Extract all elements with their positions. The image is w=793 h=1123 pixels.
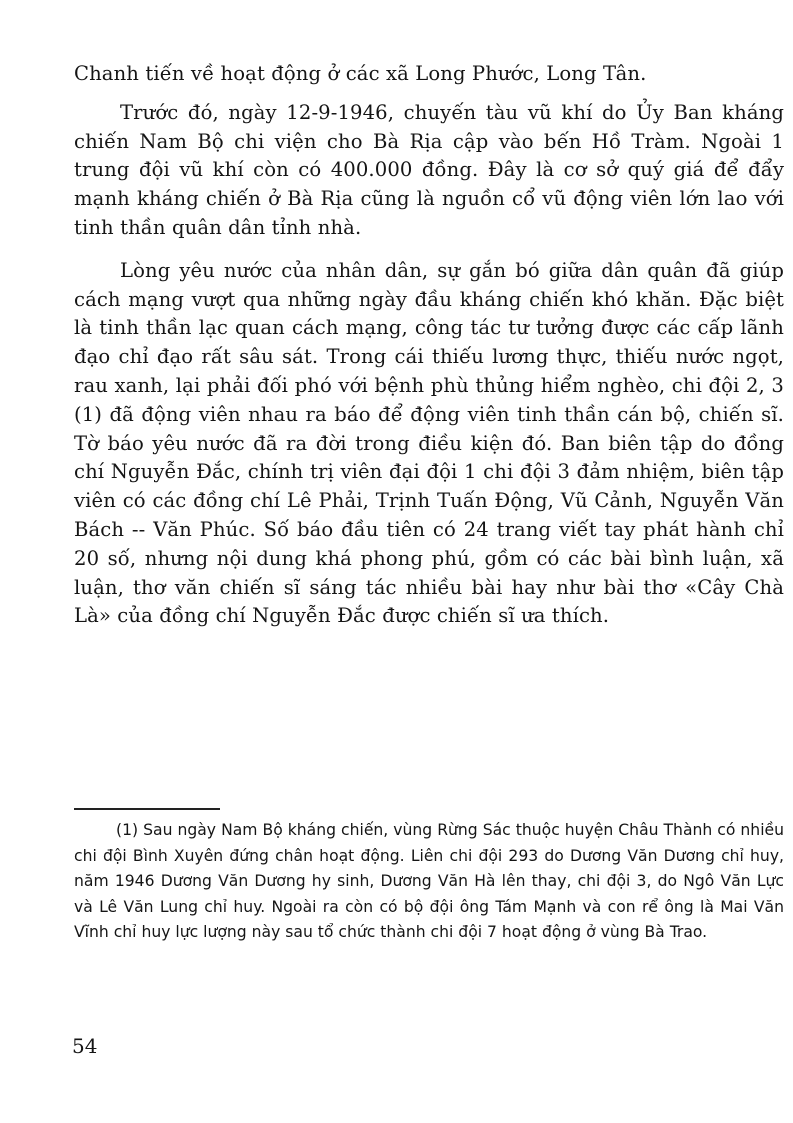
footnote-divider (74, 808, 220, 810)
page-body (74, 60, 784, 631)
main-text (74, 60, 784, 631)
paragraph-newspaper: Lòng yêu nước của nhân dân, sự gắn bó giữa dân quân đã giúp cách mạng vượt qua những ngày đầu kháng chiến khó khăn. Đặc biệt là tinh thần lạc quan cách mạng, công tác tư tưởng được các cấp lãnh đạo chỉ đạo rất sâu sát. Trong cái thiếu lương thực, thiếu nước ngọt, rau xanh, lại phải đối phó với bệnh phù thủng hiểm nghèo, chi đội 2, 3 (1) đã động viên nhau ra báo để động viên tinh thần cán bộ, chiến sĩ. Tờ báo yêu nước đã ra đời trong điều kiện đó. Ban biên tập do đồng chí Nguyễn Đắc, chính trị viên đại đội 1 chi đội 3 đảm nhiệm, biên tập viên có các đồng chí Lê Phải, Trịnh Tuấn Động, Vũ Cảnh, Nguyễn Văn Bách -- Văn Phúc. Số báo đầu tiên có 24 trang viết tay phát hành chỉ 20 số, nhưng nội dung khá phong phú, gồm có các bài bình luận, xã luận, thơ văn chiến sĩ sáng tác nhiều bài hay như bài thơ «Cây Chà Là» của đồng chí Nguyễn Đắc được chiến sĩ ưa thích. (74, 258, 784, 628)
page-number: 54 (72, 1034, 98, 1058)
paragraph-continuation: Chanh tiến về hoạt động ở các xã Long Phước, Long Tân. (74, 62, 647, 85)
paragraph-weapons-shipment: Trước đó, ngày 12-9-1946, chuyến tàu vũ khí do Ủy Ban kháng chiến Nam Bộ chi viện cho Bà Rịa cập vào bến Hồ Tràm. Ngoài 1 trung đội vũ khí còn có 400.000 đồng. Đây là cơ sở quý giá để đẩy mạnh kháng chiến ở Bà Rịa cũng là nguồn cổ vũ động viên lớn lao với tinh thần quân dân tỉnh nhà. (74, 100, 784, 239)
footnote: (1) Sau ngày Nam Bộ kháng chiến, vùng Rừng Sác thuộc huyện Châu Thành có nhiều chi đội Bình Xuyên đứng chân hoạt động. Liên chi đội 293 do Dương Văn Dương chỉ huy, năm 1946 Dương Văn Dương hy sinh, Dương Văn Hà lên thay, chi đội 3, do Ngô Văn Lực và Lê Văn Lung chỉ huy. Ngoài ra còn có bộ đội ông Tám Mạnh và con rể ông là Mai Văn Vĩnh chỉ huy lực lượng này sau tổ chức thành chi đội 7 hoạt động ở vùng Bà Trao. (74, 821, 784, 942)
